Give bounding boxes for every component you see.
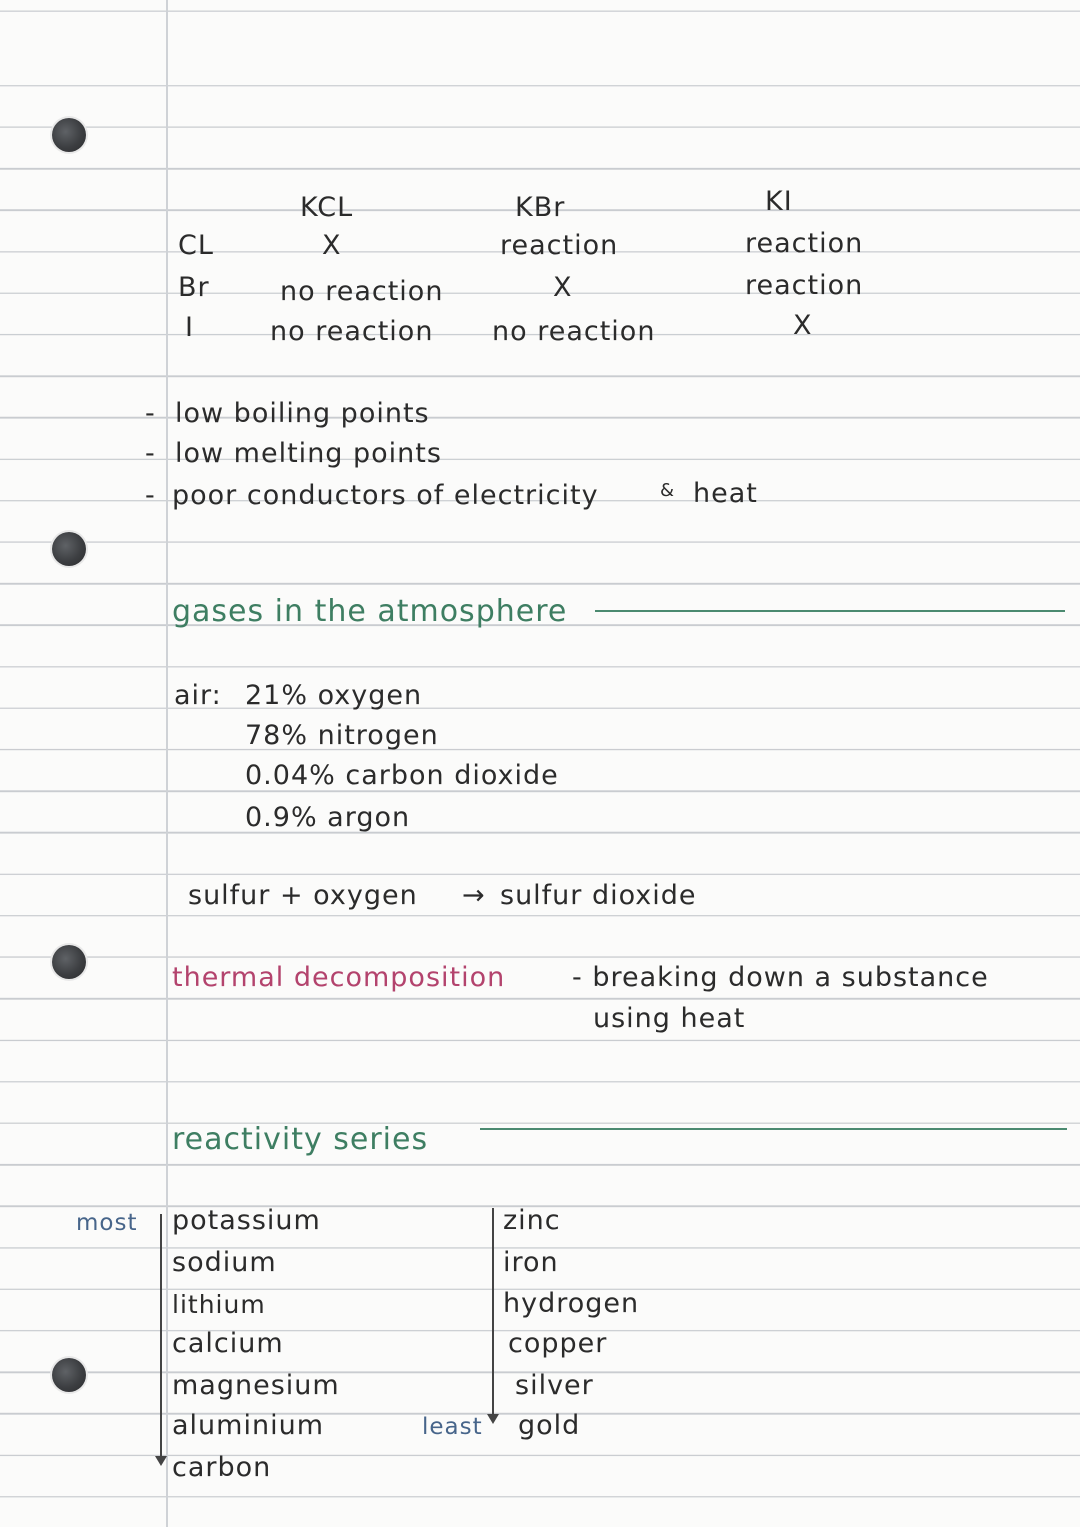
equation-product: sulfur dioxide [500, 880, 697, 911]
least-label: least [422, 1414, 483, 1440]
bullet-dash: - [145, 398, 156, 429]
table-cell: X [322, 230, 342, 261]
punch-hole [52, 1358, 86, 1392]
gas-item: 0.9% argon [245, 802, 411, 833]
list-item: calcium [172, 1328, 284, 1359]
equation-reactants: sulfur + oxygen [188, 880, 418, 911]
table-cell: no reaction [270, 316, 434, 347]
list-item: zinc [503, 1205, 561, 1236]
arrow-line [492, 1208, 494, 1418]
section-heading: gases in the atmosphere [172, 594, 568, 629]
section-heading: reactivity series [172, 1122, 429, 1157]
gas-item: 21% oxygen [245, 680, 423, 711]
list-item: carbon [172, 1452, 272, 1483]
list-item: heat [693, 478, 758, 509]
ampersand: & [660, 480, 676, 501]
list-item: aluminium [172, 1410, 324, 1441]
table-column-header: KI [765, 186, 793, 217]
down-arrow-icon [155, 1456, 167, 1466]
arrow-icon: → [462, 880, 486, 911]
air-prefix: air: [174, 680, 222, 711]
table-cell: X [793, 310, 813, 341]
table-cell: X [553, 272, 573, 303]
list-item: silver [515, 1370, 594, 1401]
table-column-header: KCL [300, 192, 354, 223]
bullet-dash: - [145, 480, 156, 511]
list-item: low melting points [175, 438, 442, 469]
definition-text: using heat [593, 1003, 746, 1034]
table-cell: reaction [745, 270, 864, 301]
table-column-header: KBr [515, 192, 566, 223]
definition-text: - breaking down a substance [572, 962, 989, 993]
heading-underline [480, 1128, 1067, 1130]
most-label: most [76, 1210, 138, 1236]
arrow-line [160, 1214, 162, 1462]
table-cell: no reaction [280, 276, 444, 307]
heading-underline [595, 610, 1065, 612]
list-item: gold [518, 1410, 581, 1441]
table-row-label: CL [178, 230, 214, 261]
gas-item: 78% nitrogen [245, 720, 439, 751]
definition-term: thermal decomposition [172, 962, 506, 993]
list-item: poor conductors of electricity [172, 480, 599, 511]
list-item: potassium [172, 1205, 321, 1236]
list-item: magnesium [172, 1370, 340, 1401]
table-cell: no reaction [492, 316, 656, 347]
list-item: copper [508, 1328, 608, 1359]
punch-hole [52, 945, 86, 979]
list-item: low boiling points [175, 398, 430, 429]
list-item: hydrogen [503, 1288, 640, 1319]
gas-item: 0.04% carbon dioxide [245, 760, 559, 791]
table-row-label: I [185, 312, 194, 343]
table-cell: reaction [745, 228, 864, 259]
margin-line [166, 0, 168, 1527]
list-item: iron [503, 1247, 559, 1278]
bullet-dash: - [145, 438, 156, 469]
punch-hole [52, 532, 86, 566]
down-arrow-icon [487, 1414, 499, 1424]
list-item: lithium [172, 1290, 266, 1319]
table-cell: reaction [500, 230, 619, 261]
table-row-label: Br [178, 272, 210, 303]
list-item: sodium [172, 1247, 277, 1278]
punch-hole [52, 118, 86, 152]
